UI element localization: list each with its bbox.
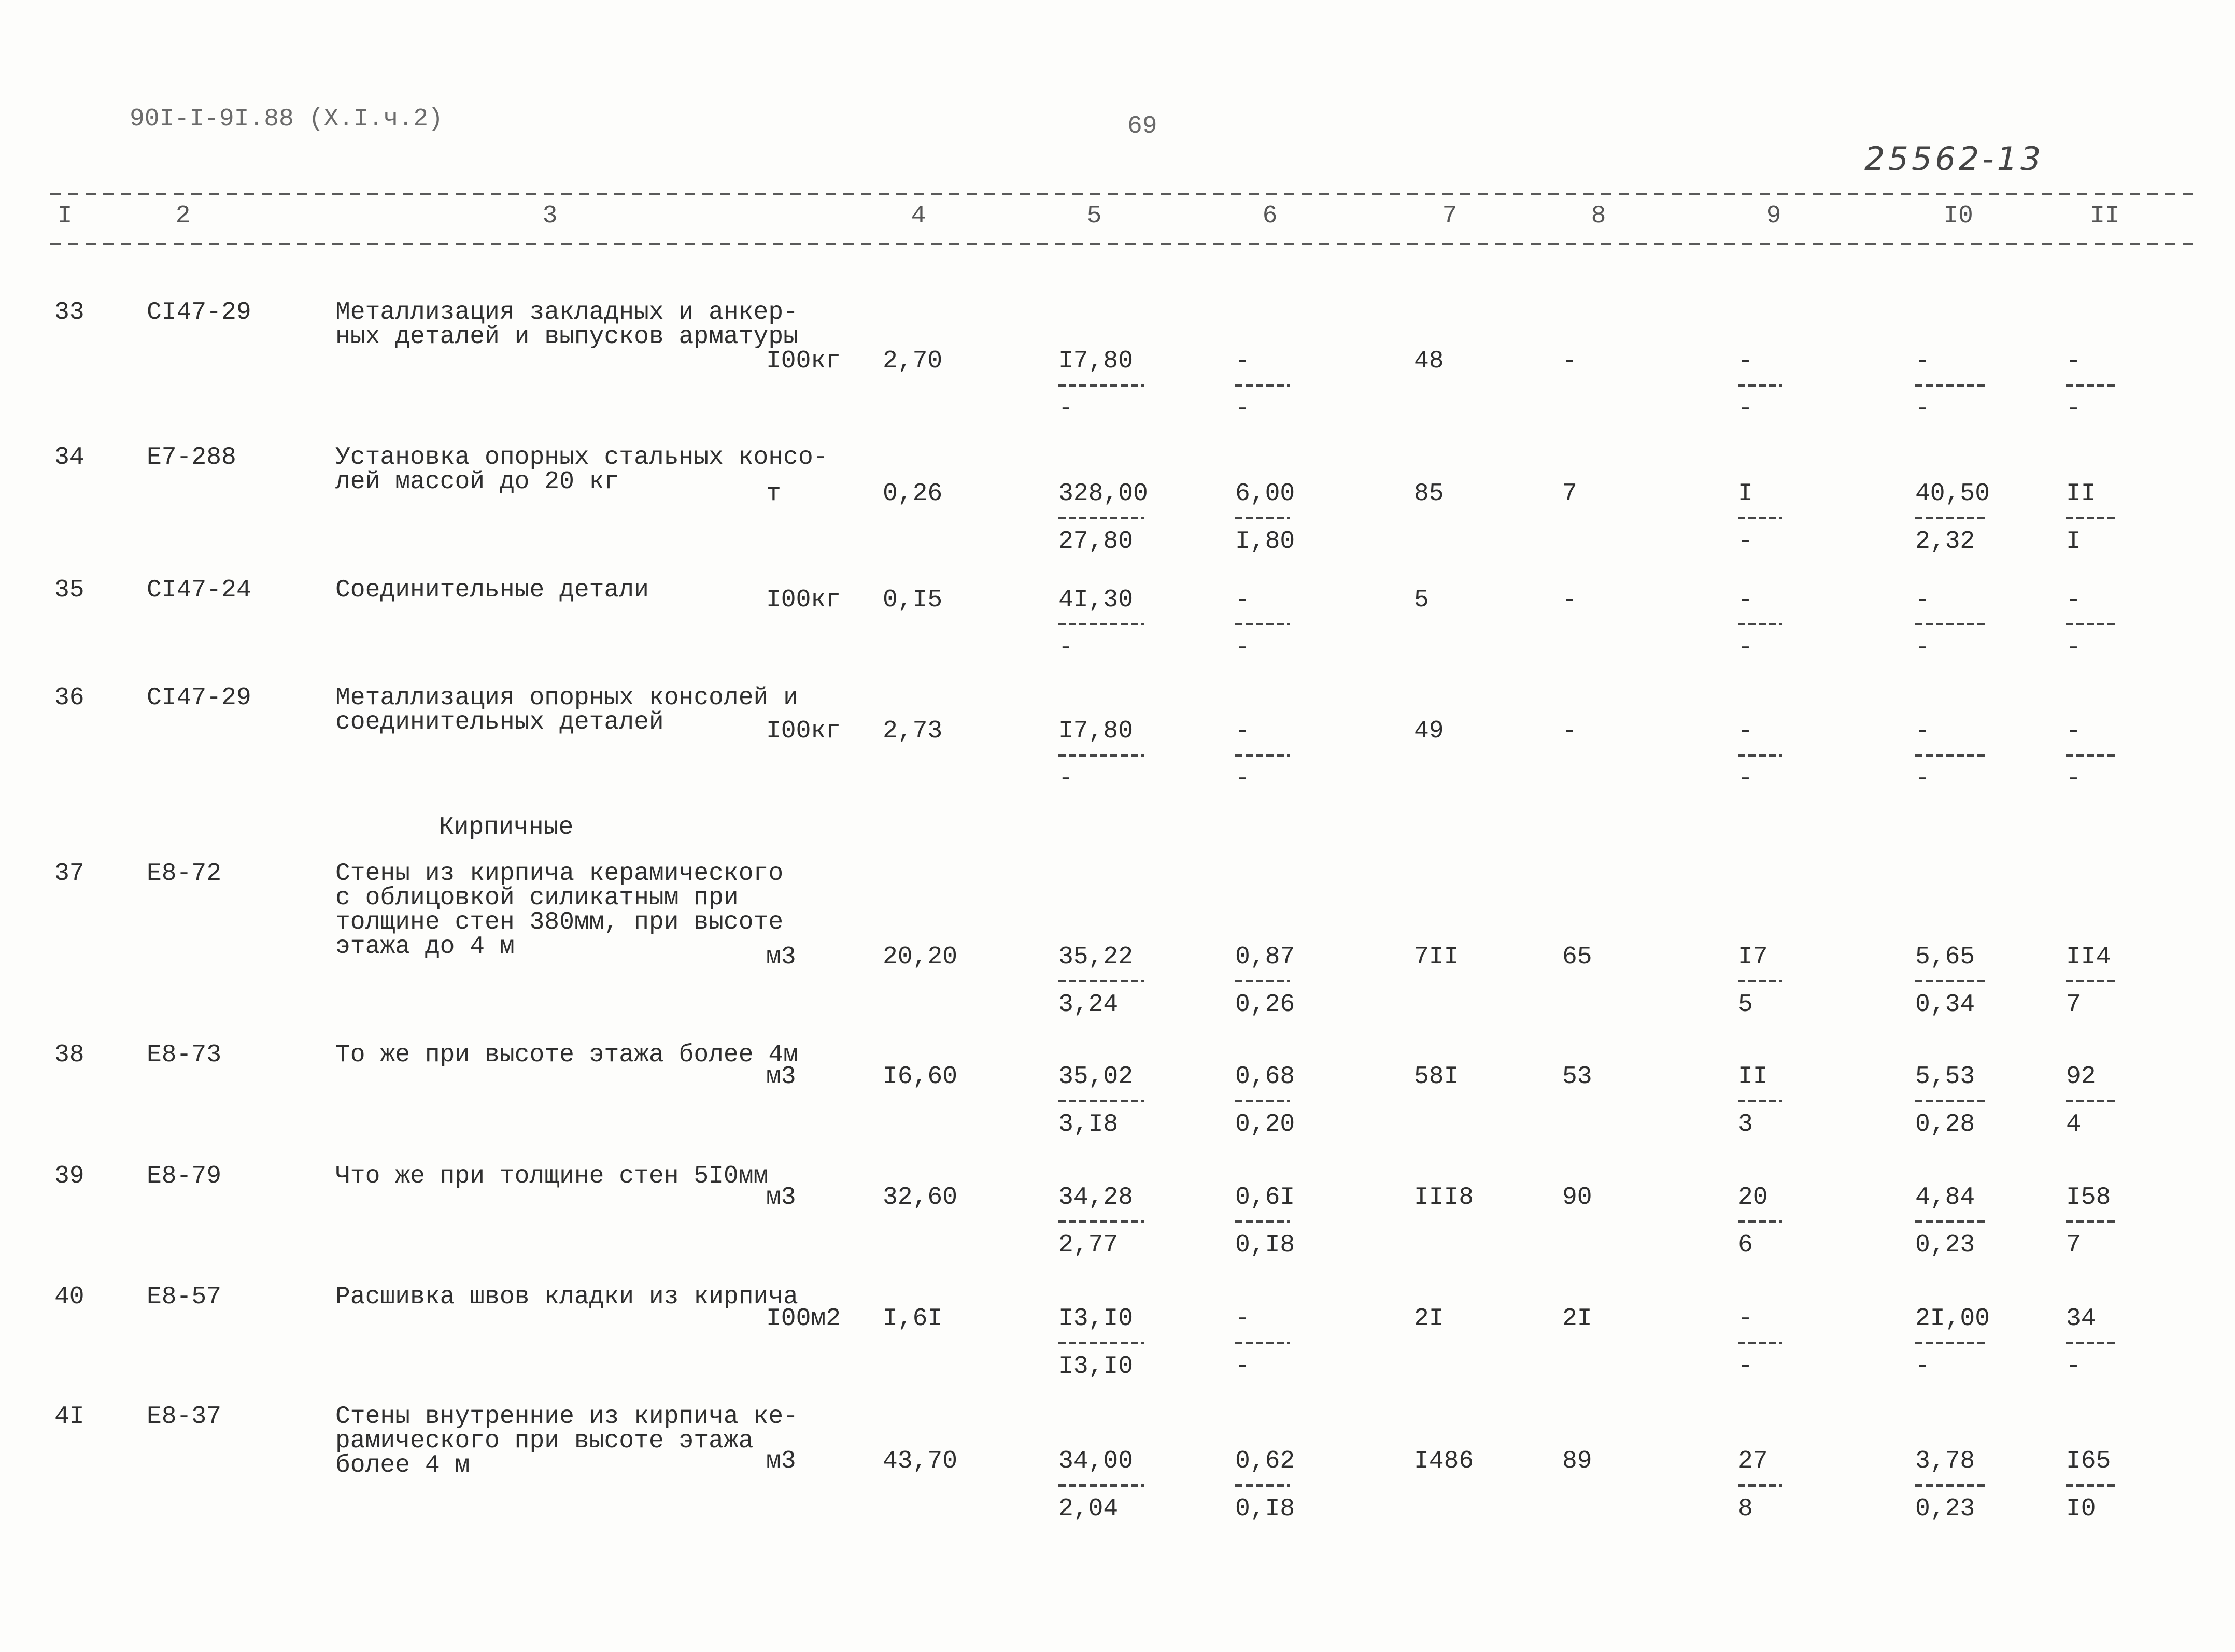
fraction-lower-value: -: [2066, 395, 2081, 423]
fraction-bar: [1738, 517, 1782, 519]
description-line: лей массой до 20 кг: [335, 468, 619, 496]
fraction-upper-value: -: [1235, 586, 1250, 614]
fraction-bar: [1738, 1100, 1782, 1102]
values-line: [0, 347, 2235, 423]
column-7-value: 7II: [1414, 943, 1459, 971]
column-7-value: 2I: [1414, 1305, 1444, 1333]
rate-code: Е8-79: [147, 1162, 222, 1190]
fraction-lower-value: 0,I8: [1235, 1231, 1295, 1259]
column-7-value: 58I: [1414, 1063, 1459, 1091]
description-line: Что же при толщине стен 5I0мм: [335, 1162, 769, 1190]
fraction-bar: [2066, 1100, 2115, 1102]
column-10-fraction: [1915, 1305, 1990, 1380]
fraction-lower-value: -: [1738, 1352, 1753, 1380]
fraction-lower-value: I,80: [1235, 528, 1295, 556]
fraction-bar: [1915, 623, 1988, 625]
column-6-fraction: [1235, 1184, 1295, 1259]
fraction-bar: [1235, 1220, 1290, 1223]
rate-code: Е8-57: [147, 1283, 222, 1311]
column-header-8: 8: [1591, 202, 1606, 230]
fraction-lower-value: 2,32: [1915, 528, 1975, 556]
rate-code: Е8-72: [147, 860, 222, 888]
column-11-fraction: [2066, 1305, 2096, 1380]
quantity-cell: I,6I: [883, 1305, 943, 1333]
fraction-upper-value: -: [2066, 717, 2081, 745]
fraction-lower-value: -: [1915, 1352, 1930, 1380]
fraction-bar: [1738, 1342, 1782, 1344]
fraction-upper-value: -: [2066, 586, 2081, 614]
fraction-bar: [1235, 384, 1290, 387]
fraction-upper-value: -: [1738, 717, 1753, 745]
column-10-fraction: [1915, 1184, 1975, 1259]
fraction-lower-value: -: [1235, 634, 1250, 662]
fraction-upper-value: 0,87: [1235, 943, 1295, 971]
column-5-fraction: [1058, 480, 1148, 556]
fraction-lower-value: -: [1915, 395, 1930, 423]
table-row: [0, 1162, 2235, 1259]
description-cell: [335, 1043, 798, 1067]
unit-cell: м3: [766, 943, 796, 971]
column-6-fraction: [1235, 1447, 1295, 1523]
fraction-bar: [2066, 1484, 2115, 1487]
table-row: [0, 860, 2235, 1019]
description-line: соединительных деталей: [335, 708, 664, 736]
fraction-lower-value: 0,34: [1915, 991, 1975, 1019]
unit-cell: I00кг: [766, 347, 841, 375]
header-top-rule: [50, 193, 2196, 195]
fraction-lower-value: 3,24: [1058, 991, 1119, 1019]
fraction-bar: [1915, 1342, 1988, 1344]
fraction-bar: [1235, 517, 1290, 519]
fraction-upper-value: 27: [1738, 1447, 1768, 1475]
column-7-value: 48: [1414, 347, 1444, 375]
row-number: 35: [54, 576, 84, 604]
fraction-bar: [1058, 517, 1144, 519]
column-5-fraction: [1058, 1447, 1134, 1523]
fraction-upper-value: 34,28: [1058, 1184, 1134, 1212]
column-9-fraction: [1738, 586, 1753, 662]
fraction-lower-value: 0,23: [1915, 1495, 1975, 1523]
quantity-cell: 2,73: [883, 717, 943, 745]
quantity-cell: 0,I5: [883, 586, 943, 614]
fraction-lower-value: -: [1235, 765, 1250, 793]
description-line: Соединительные детали: [335, 576, 649, 604]
column-5-fraction: [1058, 586, 1134, 662]
quantity-cell: 2,70: [883, 347, 943, 375]
fraction-lower-value: 2,04: [1058, 1495, 1119, 1523]
column-10-fraction: [1915, 1063, 1975, 1138]
fraction-upper-value: I7,80: [1058, 717, 1134, 745]
fraction-lower-value: -: [2066, 634, 2081, 662]
table-row: [0, 444, 2235, 556]
table-row: [0, 576, 2235, 662]
fraction-bar: [1738, 1220, 1782, 1223]
description-line: толщине стен 380мм, при высоте: [335, 908, 784, 936]
fraction-lower-value: -: [1915, 765, 1930, 793]
fraction-upper-value: 92: [2066, 1063, 2096, 1091]
fraction-upper-value: 34: [2066, 1305, 2096, 1333]
column-8-value: -: [1562, 586, 1577, 614]
column-8-value: 89: [1562, 1447, 1592, 1475]
fraction-upper-value: II: [1738, 1063, 1768, 1091]
column-8-value: -: [1562, 347, 1577, 375]
fraction-lower-value: -: [1235, 395, 1250, 423]
row-number: 38: [54, 1041, 84, 1069]
description-cell: [335, 862, 783, 959]
fraction-bar: [1738, 384, 1782, 387]
quantity-cell: 20,20: [883, 943, 958, 971]
column-9-fraction: [1738, 1184, 1768, 1259]
column-6-fraction: [1235, 1305, 1250, 1380]
fraction-bar: [1915, 517, 1988, 519]
column-6-fraction: [1235, 347, 1250, 423]
column-10-fraction: [1915, 1447, 1975, 1523]
description-line: Металлизация опорных консолей и: [335, 684, 798, 712]
fraction-upper-value: I65: [2066, 1447, 2111, 1475]
fraction-lower-value: -: [1058, 765, 1073, 793]
rate-code: СI47-29: [147, 298, 251, 326]
column-header-11: II: [2090, 202, 2120, 230]
column-11-fraction: [2066, 1063, 2096, 1138]
fraction-lower-value: 7: [2066, 1231, 2081, 1259]
fraction-lower-value: 3: [1738, 1110, 1753, 1138]
fraction-bar: [1235, 754, 1290, 757]
fraction-lower-value: 0,23: [1915, 1231, 1975, 1259]
column-5-fraction: [1058, 347, 1134, 423]
rate-code: СI47-24: [147, 576, 251, 604]
fraction-bar: [1738, 623, 1782, 625]
description-line: Металлизация закладных и анкер-: [335, 298, 798, 326]
column-8-value: 2I: [1562, 1305, 1592, 1333]
fraction-upper-value: 3,78: [1915, 1447, 1975, 1475]
fraction-bar: [1915, 754, 1988, 757]
column-9-fraction: [1738, 1305, 1753, 1380]
quantity-cell: I6,60: [883, 1063, 958, 1091]
unit-cell: I00кг: [766, 586, 841, 614]
quantity-cell: 32,60: [883, 1184, 958, 1212]
fraction-upper-value: 20: [1738, 1184, 1768, 1212]
section-heading: Кирпичные: [439, 814, 574, 842]
fraction-bar: [1915, 980, 1988, 982]
fraction-upper-value: -: [1738, 347, 1753, 375]
column-7-value: I486: [1414, 1447, 1474, 1475]
column-header-7: 7: [1442, 202, 1458, 230]
column-11-fraction: [2066, 943, 2111, 1019]
fraction-lower-value: -: [1235, 1352, 1250, 1380]
fraction-upper-value: 34,00: [1058, 1447, 1134, 1475]
document-code: 90I-I-9I.88 (Х.I.ч.2): [130, 105, 443, 133]
column-header-2: 2: [175, 202, 191, 230]
fraction-bar: [2066, 1342, 2115, 1344]
fraction-bar: [1058, 1342, 1144, 1344]
column-8-value: 90: [1562, 1184, 1592, 1212]
column-5-fraction: [1058, 1305, 1134, 1380]
description-line: Установка опорных стальных консо-: [335, 444, 828, 472]
column-11-fraction: [2066, 1447, 2111, 1523]
rate-code: Е7-288: [147, 444, 236, 472]
fraction-upper-value: II4: [2066, 943, 2111, 971]
fraction-lower-value: 3,I8: [1058, 1110, 1119, 1138]
fraction-upper-value: -: [1915, 717, 1930, 745]
fraction-lower-value: 6: [1738, 1231, 1753, 1259]
column-5-fraction: [1058, 717, 1134, 793]
row-number: 37: [54, 860, 84, 888]
fraction-lower-value: -: [2066, 1352, 2081, 1380]
unit-cell: м3: [766, 1184, 796, 1212]
column-11-fraction: [2066, 717, 2081, 793]
quantity-cell: 0,26: [883, 480, 943, 508]
fraction-lower-value: 7: [2066, 991, 2081, 1019]
column-9-fraction: [1738, 347, 1753, 423]
row-number: 39: [54, 1162, 84, 1190]
fraction-bar: [1058, 623, 1144, 625]
fraction-lower-value: 0,20: [1235, 1110, 1295, 1138]
row-number: 34: [54, 444, 84, 472]
fraction-upper-value: -: [2066, 347, 2081, 375]
table-row: [0, 1403, 2235, 1523]
fraction-upper-value: 2I,00: [1915, 1305, 1990, 1333]
fraction-bar: [1738, 1484, 1782, 1487]
fraction-bar: [1738, 980, 1782, 982]
description-cell: [335, 1164, 768, 1189]
values-line: [0, 1063, 2235, 1138]
fraction-upper-value: -: [1235, 347, 1250, 375]
fraction-upper-value: -: [1738, 1305, 1753, 1333]
fraction-upper-value: -: [1915, 586, 1930, 614]
handwritten-number: 25562-13: [1864, 140, 2044, 178]
fraction-bar: [1058, 1484, 1144, 1487]
fraction-lower-value: I: [2066, 528, 2081, 556]
fraction-bar: [1235, 1342, 1290, 1344]
unit-cell: т: [766, 480, 781, 508]
description-line: этажа до 4 м: [335, 933, 515, 961]
column-10-fraction: [1915, 943, 1975, 1019]
values-line: [0, 1184, 2235, 1259]
fraction-lower-value: 27,80: [1058, 528, 1134, 556]
description-cell: [335, 1405, 798, 1478]
column-8-value: 65: [1562, 943, 1592, 971]
column-9-fraction: [1738, 480, 1753, 556]
column-9-fraction: [1738, 717, 1753, 793]
fraction-bar: [1235, 1484, 1290, 1487]
description-line: Расшивка швов кладки из кирпича: [335, 1283, 798, 1311]
row-number: 4I: [54, 1403, 84, 1431]
fraction-bar: [1915, 1220, 1988, 1223]
column-header-10: I0: [1943, 202, 1973, 230]
fraction-bar: [1235, 623, 1290, 625]
column-6-fraction: [1235, 586, 1250, 662]
fraction-upper-value: 0,6I: [1235, 1184, 1295, 1212]
description-line: рамического при высоте этажа: [335, 1427, 754, 1455]
header-bottom-rule: [50, 243, 2196, 245]
fraction-bar: [1235, 980, 1290, 982]
column-9-fraction: [1738, 943, 1768, 1019]
row-number: 36: [54, 684, 84, 712]
page-number: 69: [1127, 112, 1157, 140]
fraction-lower-value: 5: [1738, 991, 1753, 1019]
fraction-upper-value: I: [1738, 480, 1753, 508]
fraction-lower-value: -: [1738, 395, 1753, 423]
fraction-lower-value: -: [1738, 765, 1753, 793]
fraction-upper-value: -: [1738, 586, 1753, 614]
fraction-lower-value: -: [1738, 634, 1753, 662]
column-7-value: 85: [1414, 480, 1444, 508]
fraction-bar: [2066, 623, 2115, 625]
table-row: [0, 684, 2235, 793]
column-9-fraction: [1738, 1447, 1768, 1523]
fraction-upper-value: I58: [2066, 1184, 2111, 1212]
fraction-bar: [1915, 1100, 1988, 1102]
table-row: [0, 1041, 2235, 1138]
fraction-lower-value: 4: [2066, 1110, 2081, 1138]
column-header-3: 3: [542, 202, 558, 230]
fraction-lower-value: -: [1915, 634, 1930, 662]
description-line: Стены из кирпича керамического: [335, 860, 784, 888]
fraction-lower-value: 0,26: [1235, 991, 1295, 1019]
fraction-upper-value: 5,53: [1915, 1063, 1975, 1091]
fraction-upper-value: 5,65: [1915, 943, 1975, 971]
fraction-lower-value: 0,I8: [1235, 1495, 1295, 1523]
column-7-value: 5: [1414, 586, 1429, 614]
fraction-upper-value: 0,62: [1235, 1447, 1295, 1475]
column-5-fraction: [1058, 1184, 1134, 1259]
column-header-4: 4: [911, 202, 926, 230]
column-8-value: 7: [1562, 480, 1577, 508]
fraction-bar: [2066, 1220, 2115, 1223]
description-line: ных деталей и выпусков арматуры: [335, 323, 798, 351]
column-7-value: 49: [1414, 717, 1444, 745]
column-11-fraction: [2066, 1184, 2111, 1259]
description-cell: [335, 1285, 798, 1309]
fraction-upper-value: 35,02: [1058, 1063, 1134, 1091]
column-10-fraction: [1915, 586, 1930, 662]
fraction-lower-value: -: [1058, 634, 1073, 662]
fraction-bar: [2066, 980, 2115, 982]
fraction-bar: [1058, 980, 1144, 982]
column-8-value: -: [1562, 717, 1577, 745]
column-10-fraction: [1915, 480, 1990, 556]
fraction-upper-value: 328,00: [1058, 480, 1148, 508]
rate-code: Е8-73: [147, 1041, 222, 1069]
fraction-lower-value: I3,I0: [1058, 1352, 1134, 1380]
fraction-upper-value: II: [2066, 480, 2096, 508]
column-header-9: 9: [1766, 202, 1781, 230]
fraction-bar: [1235, 1100, 1290, 1102]
fraction-lower-value: 0,28: [1915, 1110, 1975, 1138]
fraction-upper-value: I7,80: [1058, 347, 1134, 375]
quantity-cell: 43,70: [883, 1447, 958, 1475]
fraction-upper-value: -: [1235, 717, 1250, 745]
description-cell: [335, 686, 798, 735]
fraction-upper-value: I7: [1738, 943, 1768, 971]
fraction-bar: [2066, 384, 2115, 387]
fraction-upper-value: 40,50: [1915, 480, 1990, 508]
fraction-upper-value: -: [1235, 1305, 1250, 1333]
column-header-6: 6: [1262, 202, 1278, 230]
column-11-fraction: [2066, 586, 2081, 662]
unit-cell: I00кг: [766, 717, 841, 745]
fraction-bar: [1915, 384, 1988, 387]
column-6-fraction: [1235, 1063, 1295, 1138]
fraction-lower-value: I0: [2066, 1495, 2096, 1523]
column-10-fraction: [1915, 717, 1930, 793]
fraction-bar: [1058, 1100, 1144, 1102]
rate-code: Е8-37: [147, 1403, 222, 1431]
unit-cell: м3: [766, 1447, 796, 1475]
fraction-lower-value: 8: [1738, 1495, 1753, 1523]
row-number: 40: [54, 1283, 84, 1311]
column-6-fraction: [1235, 943, 1295, 1019]
fraction-bar: [1915, 1484, 1988, 1487]
column-9-fraction: [1738, 1063, 1768, 1138]
column-header-5: 5: [1086, 202, 1102, 230]
column-6-fraction: [1235, 717, 1250, 793]
fraction-upper-value: I3,I0: [1058, 1305, 1134, 1333]
fraction-lower-value: 2,77: [1058, 1231, 1119, 1259]
column-11-fraction: [2066, 480, 2096, 556]
description-cell: [335, 298, 798, 351]
fraction-bar: [1058, 1220, 1144, 1223]
column-5-fraction: [1058, 943, 1134, 1019]
values-line: [0, 1305, 2235, 1380]
column-6-fraction: [1235, 480, 1295, 556]
rate-code: СI47-29: [147, 684, 251, 712]
column-8-value: 53: [1562, 1063, 1592, 1091]
fraction-upper-value: -: [1915, 347, 1930, 375]
fraction-upper-value: 4I,30: [1058, 586, 1134, 614]
fraction-upper-value: 4,84: [1915, 1184, 1975, 1212]
fraction-upper-value: 35,22: [1058, 943, 1134, 971]
fraction-bar: [2066, 754, 2115, 757]
description-line: Стены внутренние из кирпича ке-: [335, 1403, 798, 1431]
fraction-bar: [1738, 754, 1782, 757]
column-5-fraction: [1058, 1063, 1134, 1138]
column-header-1: I: [57, 202, 73, 230]
fraction-upper-value: 0,68: [1235, 1063, 1295, 1091]
fraction-lower-value: -: [1738, 528, 1753, 556]
fraction-bar: [2066, 517, 2115, 519]
unit-cell: I00м2: [766, 1305, 841, 1333]
description-line: То же при высоте этажа более 4м: [335, 1041, 798, 1069]
column-10-fraction: [1915, 347, 1930, 423]
fraction-lower-value: -: [1058, 395, 1073, 423]
fraction-lower-value: -: [2066, 765, 2081, 793]
column-7-value: III8: [1414, 1184, 1474, 1212]
fraction-upper-value: 6,00: [1235, 480, 1295, 508]
description-line: с облицовкой силикатным при: [335, 884, 739, 912]
table-row: [0, 1283, 2235, 1380]
fraction-bar: [1058, 754, 1144, 757]
column-11-fraction: [2066, 347, 2081, 423]
row-number: 33: [54, 298, 84, 326]
table-row: [0, 298, 2235, 423]
fraction-bar: [1058, 384, 1144, 387]
description-line: более 4 м: [335, 1451, 470, 1479]
unit-cell: м3: [766, 1063, 796, 1091]
